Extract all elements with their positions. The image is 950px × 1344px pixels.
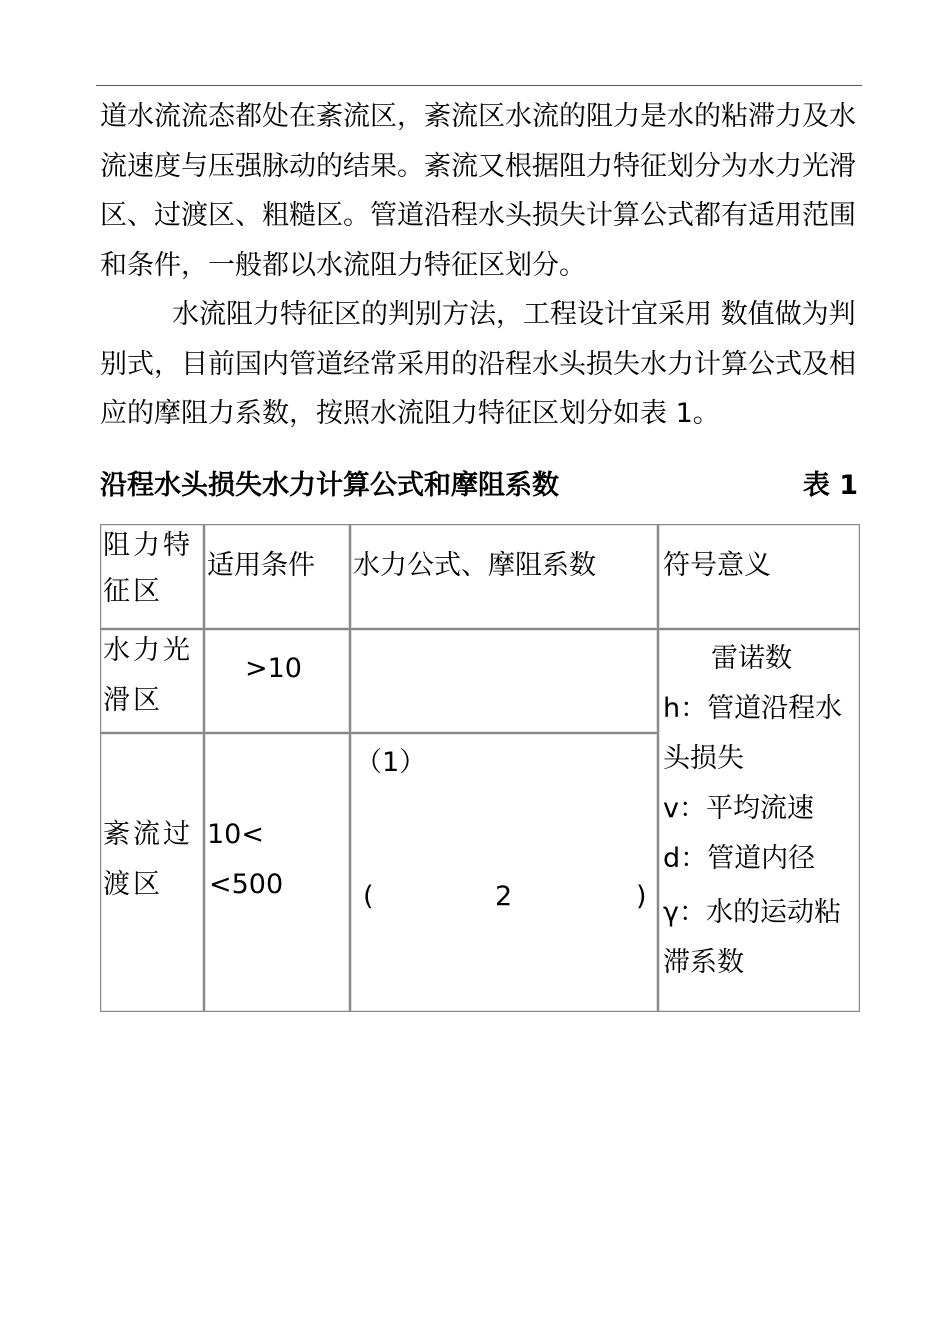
symbols-cell — [658, 629, 860, 1012]
table-row-smooth-zone: 水力光滑区 — [100, 629, 204, 733]
header-cell-condition: 适用条件 — [204, 524, 350, 629]
symbol-v: v：平均流速 — [663, 793, 814, 824]
table-row-transition-zone: 紊流过渡区 — [100, 733, 204, 1012]
symbol-reynolds: 雷诺数 — [711, 643, 792, 674]
table-title: 沿程水头损失水力计算公式和摩阻系数 — [100, 470, 559, 501]
table-row-smooth-condition: >10 — [204, 629, 350, 733]
table-number: 表 1 — [802, 470, 858, 501]
paragraph-2: 水流阻力特征区的判别方法，工程设计宜采用 数值做为判别式，目前国内管道经常采用的沿程水头损失水力计算公式及相应的摩阻力系数，按照水流阻力特征区划分如表 1。 — [100, 299, 856, 429]
header-cell-formula: 水力公式、摩阻系数 — [350, 524, 658, 629]
symbol-h: h：管道沿程水头损失 — [663, 693, 843, 774]
header-cell-zone: 阻力特征区 — [100, 524, 204, 629]
symbol-d: d：管道内径 — [663, 843, 816, 874]
header-rule — [96, 85, 862, 86]
table-row-transition-condition: 10< <500 — [204, 733, 350, 1012]
table-caption — [100, 462, 860, 510]
paragraph-1: 道水流流态都处在紊流区，紊流区水流的阻力是水的粘滞力及水流速度与压强脉动的结果。紊流又根据阻力特征划分为水力光滑区、过渡区、粗糙区。管道沿程水头损失计算公式都有适用范围和条件，一般都以水流阻力特征区划分。 — [100, 101, 856, 281]
table-row-smooth-formula — [350, 629, 658, 733]
header-cell-symbols: 符号意义 — [658, 524, 860, 629]
symbol-gamma: γ：水的运动粘滞系数 — [663, 897, 841, 978]
table-row-transition-formula: （1） ( 2 ) — [350, 733, 658, 1012]
